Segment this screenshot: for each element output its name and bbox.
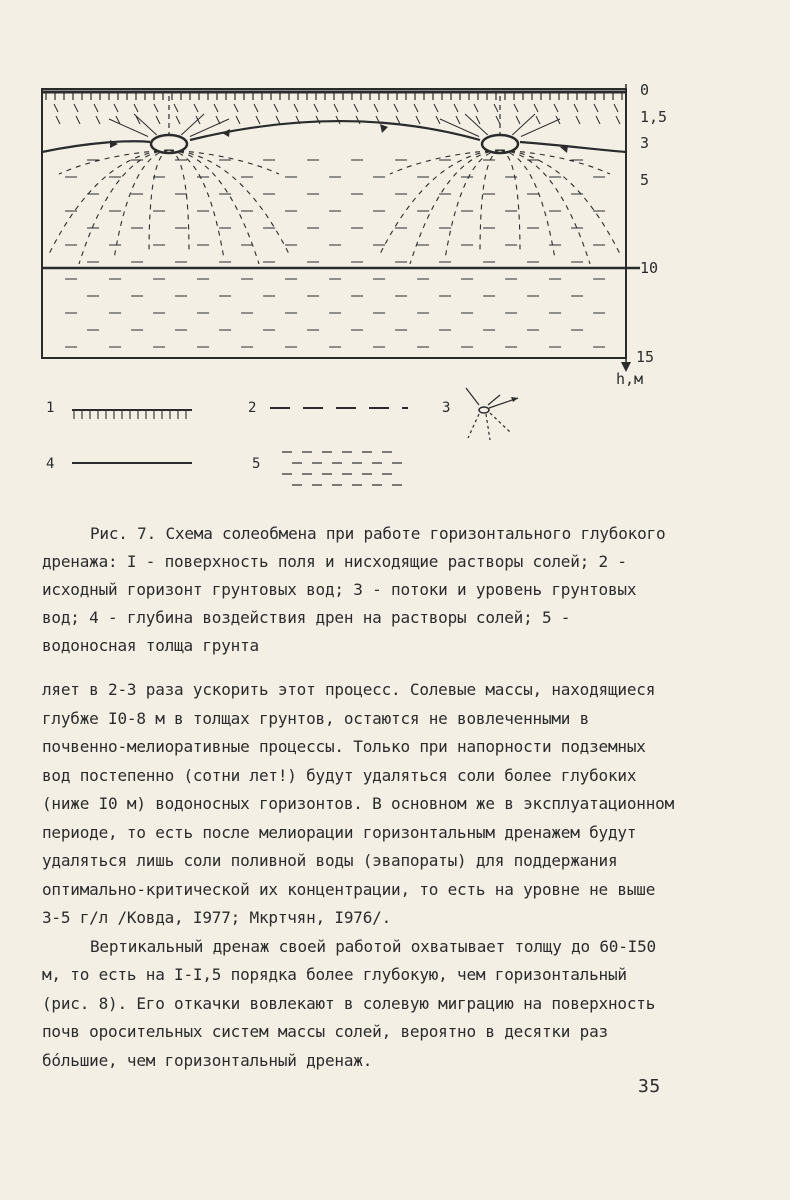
flow-line — [49, 150, 169, 254]
depth-label-5: 5 — [640, 171, 650, 189]
flow-line — [169, 150, 289, 254]
depth-axis-label: h,м — [616, 370, 644, 388]
depth-label-10: 10 — [640, 259, 659, 277]
descending-arrow — [514, 104, 518, 112]
legend-number-4: 4 — [46, 456, 55, 472]
descending-arrow — [214, 104, 218, 112]
descending-arrow — [174, 104, 178, 112]
legend-symbol-short-dashes — [282, 452, 402, 485]
descending-arrow — [454, 104, 458, 112]
flow-line — [500, 150, 620, 254]
descending-arrow — [314, 104, 318, 112]
descending-arrow — [276, 116, 280, 124]
descending-arrow — [516, 116, 520, 124]
descending-arrow — [394, 104, 398, 112]
flow-arrowhead — [222, 129, 230, 137]
descending-arrow — [614, 104, 618, 112]
flow-line — [169, 150, 279, 174]
flow-line — [380, 150, 500, 254]
legend-surface-hatching — [74, 411, 186, 419]
flow-line — [169, 150, 224, 259]
descending-arrow — [356, 116, 360, 124]
legend-symbol-drain — [466, 388, 518, 440]
descending-arrow — [114, 104, 118, 112]
descending-arrow — [96, 116, 100, 124]
descending-arrow — [574, 104, 578, 112]
descending-arrow — [176, 116, 180, 124]
descending-arrow — [56, 116, 60, 124]
descending-arrow — [54, 104, 58, 112]
legend-number-2: 2 — [248, 400, 257, 416]
descending-arrow — [536, 116, 540, 124]
descending-arrow — [576, 116, 580, 124]
flow-line — [114, 150, 169, 259]
paragraph-1: ляет в 2-3 раза ускорить этот процесс. Солевые массы, находящиеся глубже I0-8 м в толщах грунтов, остаются не вовлеченными в почвенно-мелиоративные процессы. Только при напорности подземных вод постепенно (сотни лет!) будут удаляться соли более глубоких (ниже I0 м) водоносных горизонтов. В основном же в эксплуатационном периоде, то есть после мелиорации горизонтальным дренажем будут удаляться лишь соли поливной воды (эвапораты) для поддержания оптимально-критической их концентрации, то есть на уровне не выше 3-5 г/л /Ковда, I977; Мкртчян, I976/. — [42, 680, 674, 927]
descending-arrow — [414, 104, 418, 112]
legend-number-3: 3 — [442, 400, 451, 416]
flow-line — [500, 150, 520, 254]
legend-number-1: 1 — [46, 400, 55, 416]
descending-arrow — [554, 104, 558, 112]
descending-arrow — [616, 116, 620, 124]
descending-arrow — [456, 116, 460, 124]
descending-arrow — [254, 104, 258, 112]
flow-line — [149, 150, 169, 254]
descending-arrow — [236, 116, 240, 124]
depth-label-15: 15 — [636, 348, 655, 366]
flow-line — [169, 150, 259, 264]
main-text — [42, 676, 682, 1075]
descending-arrow — [534, 104, 538, 112]
cross-section-frame — [42, 89, 626, 358]
flow-line — [480, 150, 500, 254]
figure-caption — [42, 520, 672, 660]
figure-7-diagram — [0, 0, 790, 500]
aquifer-dash-pattern — [65, 160, 605, 347]
depth-label-3: 3 — [640, 134, 650, 152]
page-number: 35 — [638, 1076, 661, 1097]
flow-line — [500, 150, 555, 259]
descending-arrow — [594, 104, 598, 112]
flow-line — [59, 150, 169, 174]
descending-arrow — [274, 104, 278, 112]
flow-line — [445, 150, 500, 259]
depth-label-0: 0 — [640, 81, 650, 99]
descending-arrow — [194, 104, 198, 112]
flow-line — [410, 150, 500, 264]
flow-line — [169, 150, 189, 254]
descending-arrow — [596, 116, 600, 124]
descending-arrow — [156, 116, 160, 124]
flow-line — [79, 150, 169, 264]
descending-arrow — [256, 116, 260, 124]
descending-arrow — [434, 104, 438, 112]
flow-line — [500, 150, 610, 174]
flow-arrowhead — [380, 124, 388, 133]
descending-arrow — [416, 116, 420, 124]
flow-line — [390, 150, 500, 174]
paragraph-2: Вертикальный дренаж своей работой охватывает толщу до 60-I50 м, то есть на I-I,5 порядка более глубокую, чем горизонтальный (рис. 8). Его откачки вовлекают в солевую миграцию на поверхность почв оросительных систем массы солей, вероятно в десятки раз бóльшие, чем горизонтальный дренаж. — [42, 936, 656, 1070]
flow-line — [500, 150, 590, 264]
surface-hatching — [46, 93, 622, 100]
descending-arrow — [94, 104, 98, 112]
descending-arrow — [74, 104, 78, 112]
depth-label-1-5: 1,5 — [640, 108, 668, 126]
legend-number-5: 5 — [252, 456, 261, 472]
descending-arrow — [436, 116, 440, 124]
descending-arrow — [134, 104, 138, 112]
drain-flow-lines — [49, 114, 620, 264]
descending-arrow — [374, 104, 378, 112]
groundwater-level-curve — [42, 121, 626, 152]
descending-arrow — [234, 104, 238, 112]
descending-arrow — [396, 116, 400, 124]
descending-arrow — [334, 104, 338, 112]
descending-arrow — [154, 104, 158, 112]
descending-arrow — [76, 116, 80, 124]
descending-arrow — [354, 104, 358, 112]
descending-arrow — [494, 104, 498, 112]
descending-arrow — [476, 116, 480, 124]
descending-arrow — [316, 116, 320, 124]
caption-text: Рис. 7. Схема солеобмена при работе горизонтального глубокого дренажа: I - поверхность поля и нисходящие растворы солей; 2 - исходный горизонт грунтовых вод; 3 - потоки и уровень грунтовых вод; 4 - глубина воздействия дрен на растворы солей; 5 - водоносная толща грунта — [42, 524, 666, 655]
descending-arrow — [294, 104, 298, 112]
descending-arrow — [474, 104, 478, 112]
